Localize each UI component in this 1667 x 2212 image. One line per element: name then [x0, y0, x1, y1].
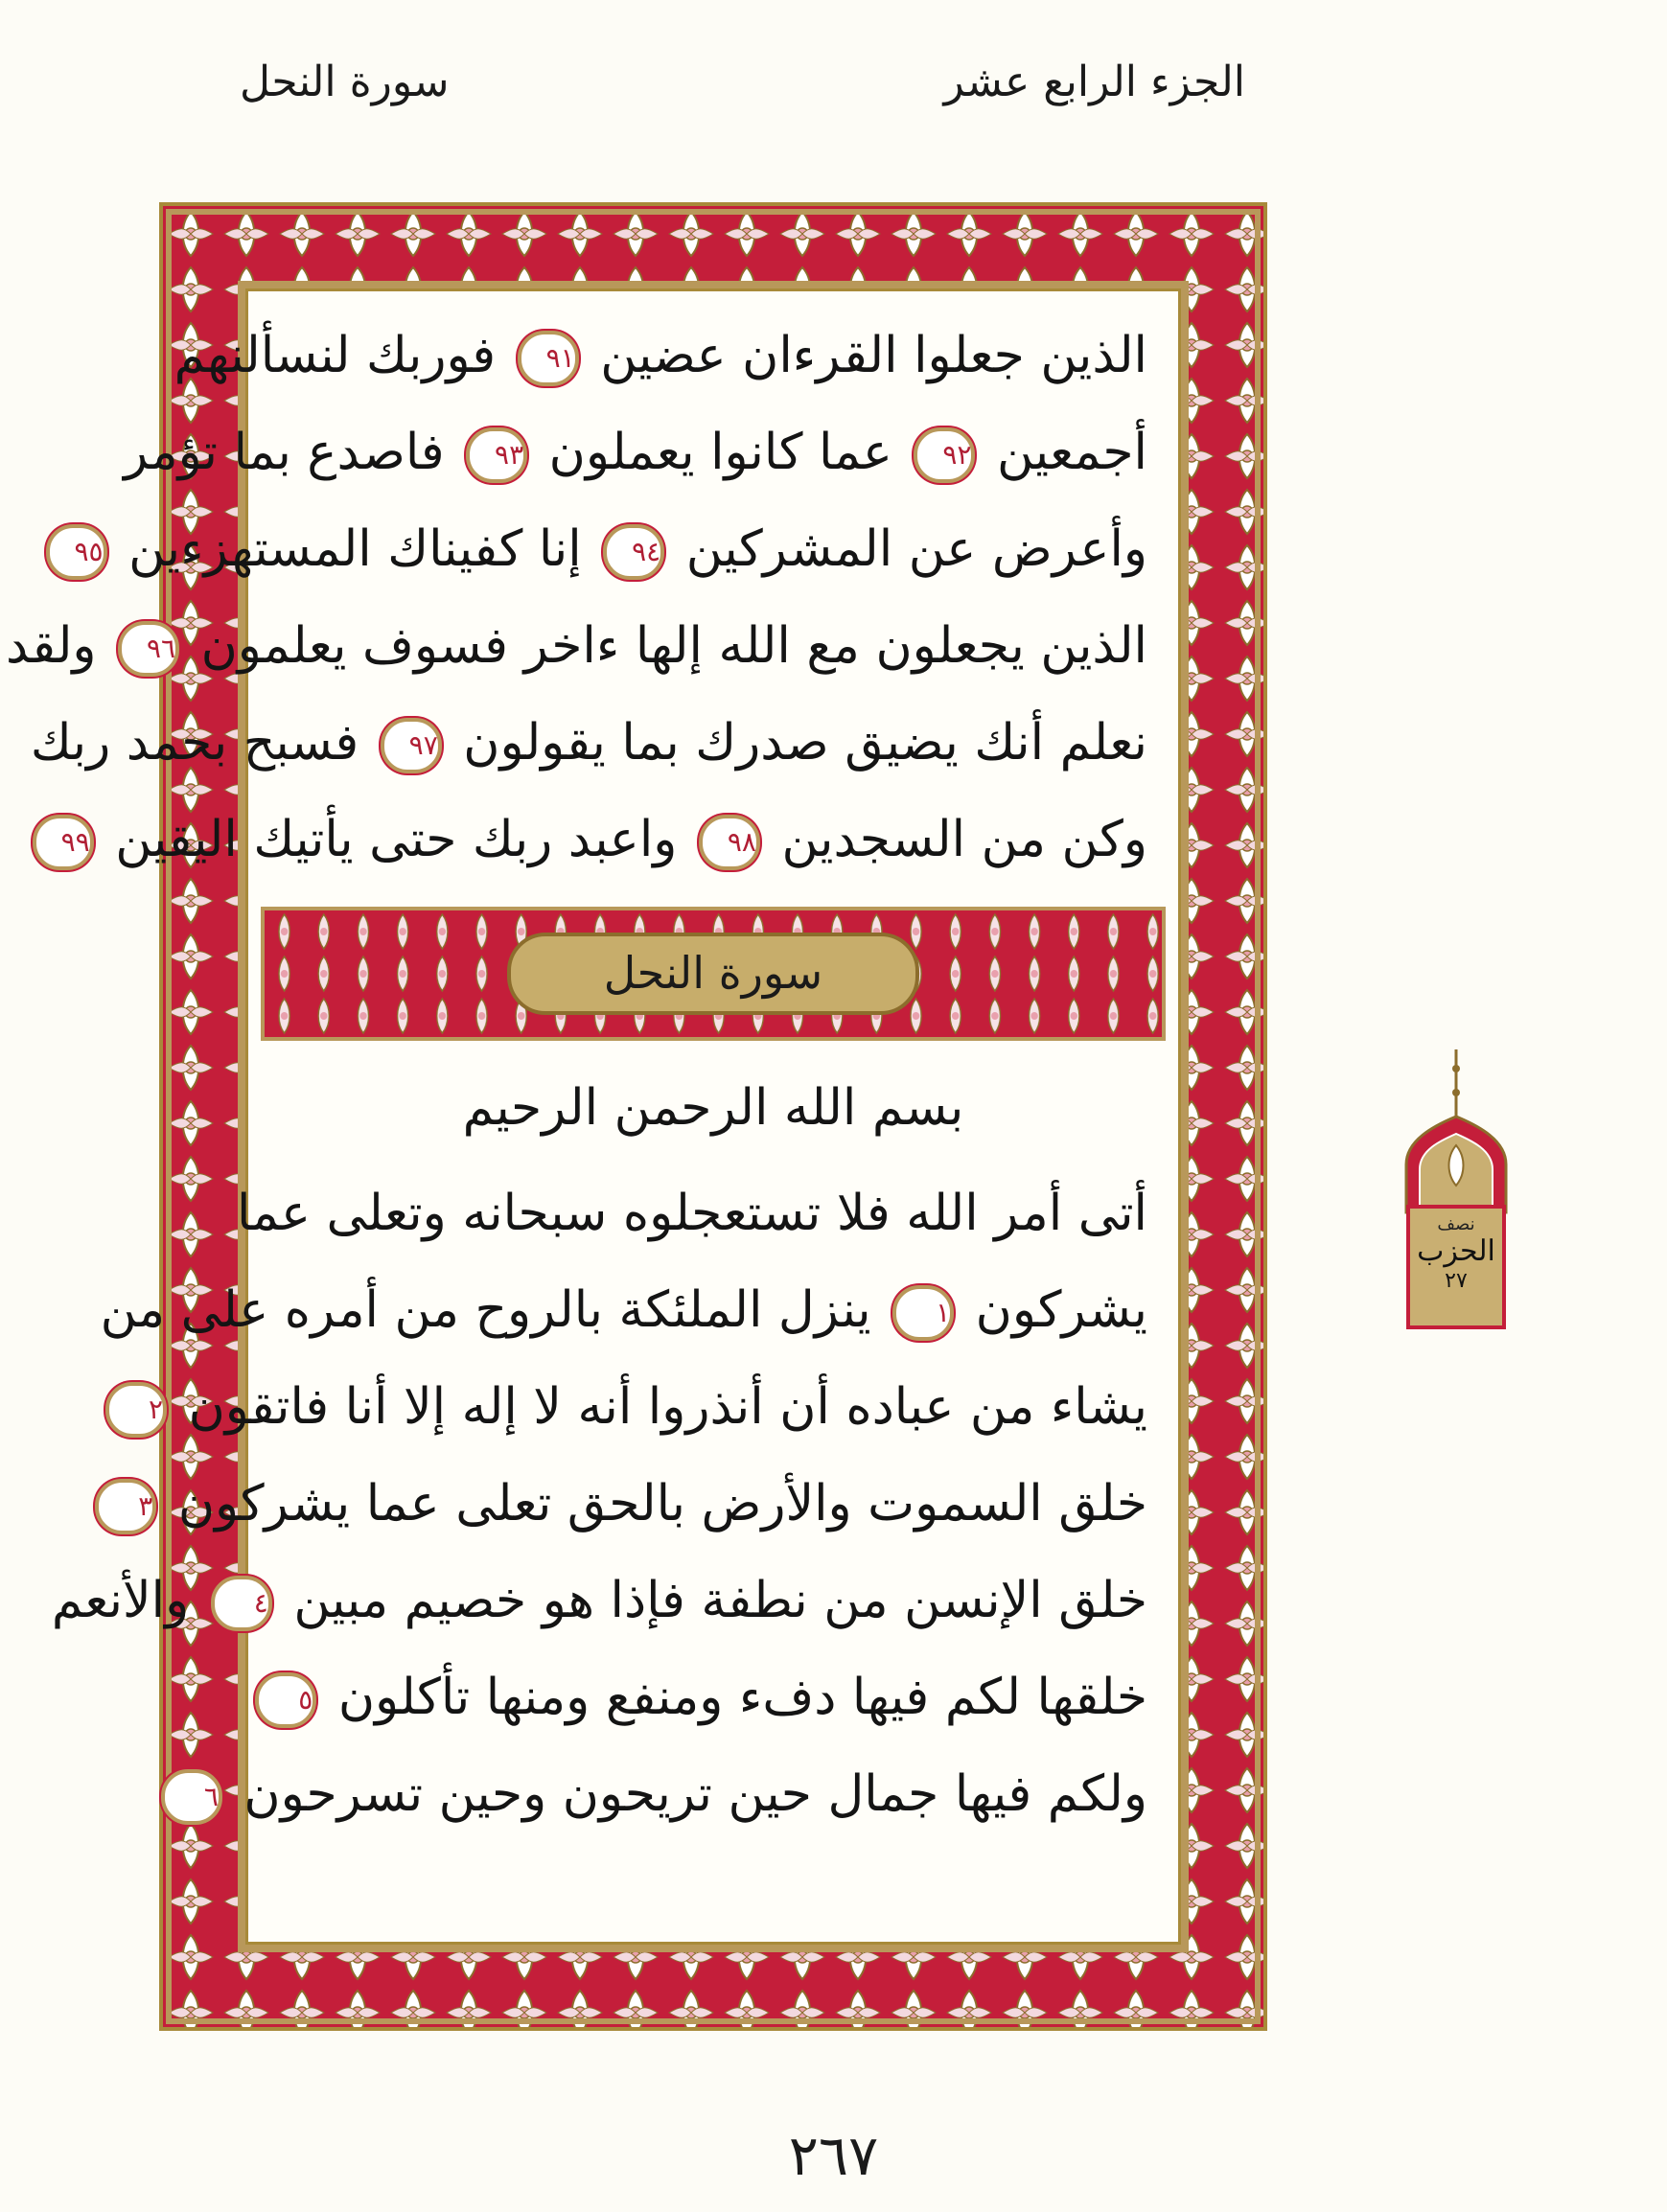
page-frame [5, 206, 1263, 2027]
juz-header: الجزء الرابع عشر [943, 58, 1245, 106]
ayah-number: ٢ [105, 1382, 167, 1438]
ayah-text: وكن من السجدين [781, 811, 1147, 868]
ayah-text: خلقها لكم فيها دفء ومنفع ومنها تأكلون [337, 1669, 1147, 1726]
ayah-line [124, 404, 1181, 501]
ayah-text: يشركون [975, 1281, 1147, 1339]
ayah-text: الذين جعلوا القرءان عضين [600, 327, 1147, 384]
surah-title-banner [261, 907, 1166, 1041]
ayah-text: نعلم أنك يضيق صدرك بما يقولون [463, 714, 1147, 772]
hizb-marker [1395, 1049, 1517, 1337]
ayah-text: أجمعين [996, 424, 1147, 481]
ayah-text: ولكم فيها جمال حين تريحون وحين تسرحون [243, 1765, 1147, 1823]
ayah-text: عما كانوا يعملون [548, 424, 892, 481]
ayah-block-bottom [51, 1165, 1181, 1843]
page-body [5, 288, 1181, 1945]
ayah-text: خلق الإنسن من نطفة فإذا هو خصيم مبين [293, 1572, 1147, 1629]
ayah-number: ٣ [95, 1479, 156, 1534]
ayah-text: وأعرض عن المشركين [685, 520, 1147, 578]
ayah-line [30, 695, 1181, 792]
hizb-label: الحزب [1417, 1234, 1495, 1268]
ayah-text: إنا كفيناك المستهزءين [128, 520, 582, 578]
ayah-text: فسبح بحمد ربك [30, 714, 359, 772]
ayah-text: أتى أمر الله فلا تستعجلوه سبحانه وتعلى عما [237, 1185, 1147, 1242]
ayah-line [149, 1359, 1181, 1456]
ayah-text: ولقد [5, 617, 97, 675]
hizb-half-label: نصف [1437, 1214, 1475, 1234]
ayah-text: خلق السموت والأرض بالحق تعلى عما يشركون [177, 1475, 1147, 1532]
ayah-number: ٩٥ [46, 524, 107, 580]
ayah-line [245, 1649, 1181, 1746]
page-number: ٢٦٧ [788, 2123, 879, 2188]
ayah-line [51, 1553, 1181, 1649]
basmala: بسم الله الرحمن الرحيم [462, 1079, 964, 1137]
ayah-number: ٥ [255, 1672, 316, 1728]
ayah-text: فوربك لنسألنهم [174, 327, 497, 384]
ayah-number: ٩٩ [33, 815, 94, 870]
ayah-number: ٩٣ [466, 427, 527, 483]
ayah-number: ٩١ [518, 331, 579, 386]
ayah-text: يشاء من عباده أن أنذروا أنه لا إله إلا أنا فاتقون [188, 1378, 1147, 1436]
ayah-text: الذين يجعلون مع الله إلها ءاخر فسوف يعلمون [200, 617, 1147, 675]
ayah-text: فاصدع بما تؤمر [124, 424, 445, 481]
ayah-line [5, 598, 1181, 695]
ayah-line [74, 501, 1181, 598]
ayah-number: ٩٦ [118, 621, 179, 677]
ayah-number: ١ [892, 1285, 954, 1341]
ayah-number: ٩٤ [603, 524, 664, 580]
ayah-line [60, 792, 1181, 888]
ayah-number: ٦ [161, 1769, 222, 1825]
ayah-number: ٤ [211, 1576, 272, 1631]
ayah-number: ٩٧ [381, 718, 442, 773]
ayah-line [203, 1746, 1181, 1843]
ayah-number: ٩٨ [699, 815, 760, 870]
ayah-text: والأنعم [51, 1572, 190, 1629]
ayah-number: ٩٢ [914, 427, 975, 483]
surah-header: سورة النحل [240, 58, 450, 106]
ayah-line [237, 1165, 1181, 1262]
ayah-text: ينزل الملئكة بالروح من أمره على من [100, 1281, 871, 1339]
ayah-block-top [5, 308, 1181, 888]
ayah-text: واعبد ربك حتى يأتيك اليقين [115, 811, 678, 868]
ayah-line [174, 308, 1181, 404]
hizb-label-box [1406, 1205, 1506, 1329]
ayah-line [138, 1456, 1181, 1553]
ayah-line [100, 1262, 1181, 1359]
hizb-finial-icon [1395, 1049, 1517, 1212]
surah-title: سورة النحل [507, 933, 919, 1015]
hizb-number: ٢٧ [1445, 1269, 1468, 1293]
